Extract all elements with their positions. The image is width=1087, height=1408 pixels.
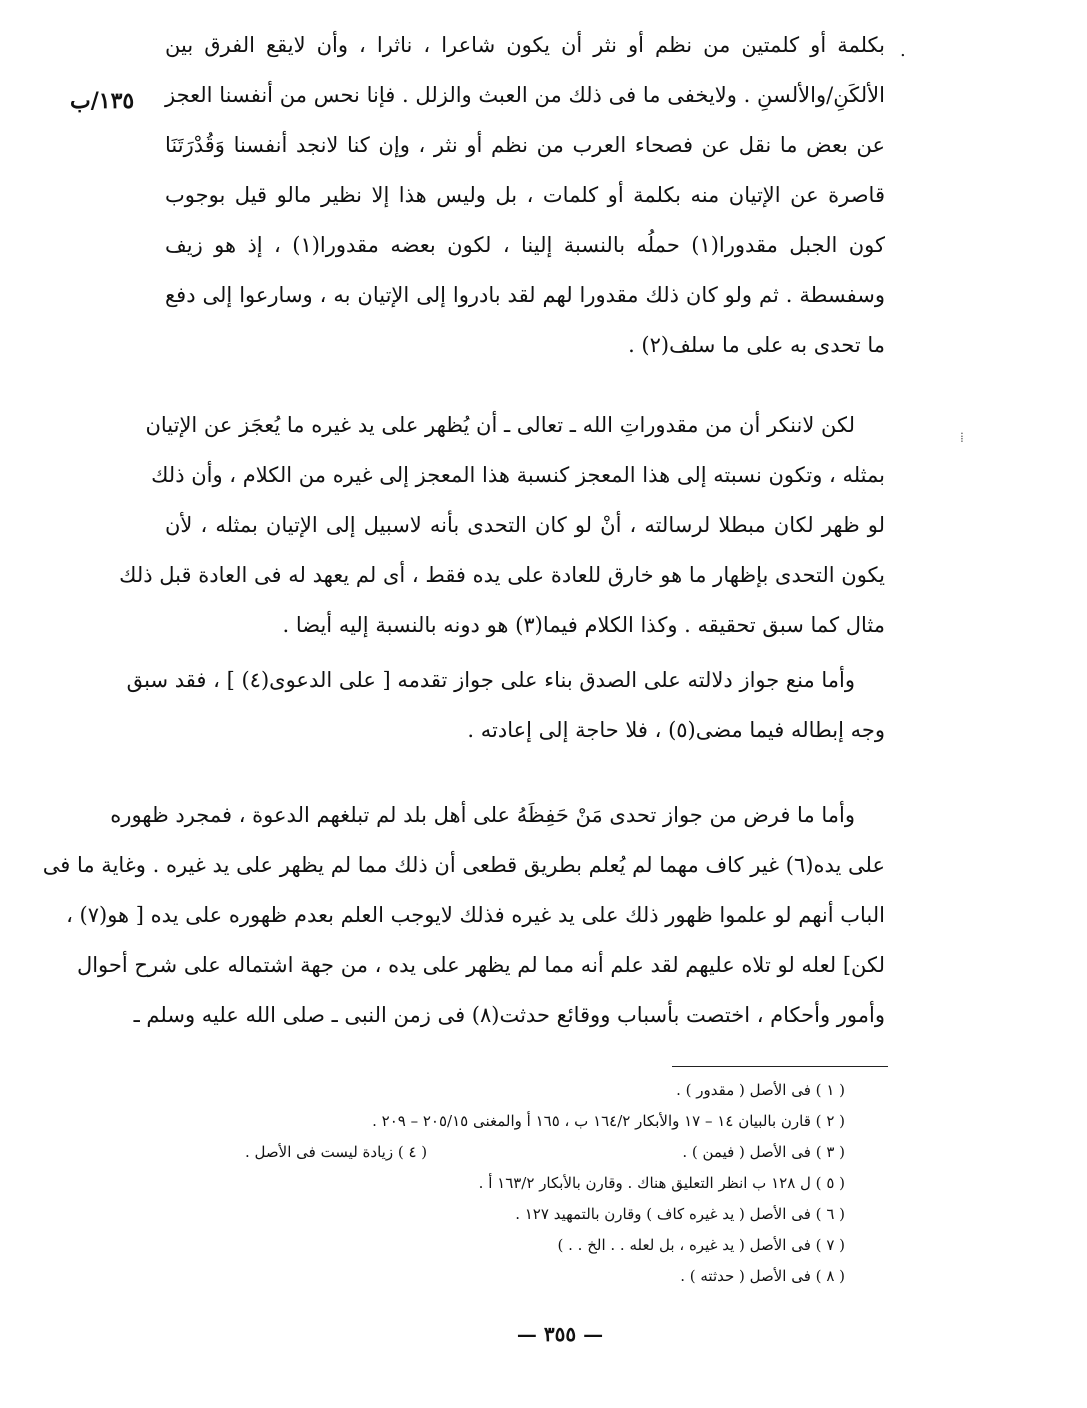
- footnotes: [165, 1075, 885, 1292]
- text-line: وأما منع جواز دلالته على الصدق بناء على جواز تقدمه [ على الدعوى(٤) ] ، فقد سبق: [126, 668, 855, 692]
- text-line: لكن] لعله لو تلاه عليهم لقد علم أنه مما لم يظهر على يده ، من جهة اشتماله على شرح أحوال: [76, 953, 885, 977]
- text-line: يكون التحدى بإظهار ما هو خارق للعادة على يده فقط ، أى لم يعهد له فى العادة قبل ذلك: [119, 563, 885, 587]
- text-line: وجه إبطاله فيما مضى(٥) ، فلا حاجة إلى إعادته .: [467, 718, 885, 742]
- text-line: بكلمة أو كلمتين من نظم أو نثر أن يكون شاعرا ، ناثرا ، وأن لايقع الفرق بين: [165, 33, 885, 57]
- footnote-separator: [672, 1066, 888, 1067]
- footnote: ( ٧ ) فى الأصل ( يد غيره ، بل لعله . . الخ . . ): [557, 1236, 845, 1254]
- footnote: ( ٦ ) فى الأصل ( يد غيره كاف ) وقارن بالتمهيد ١٢٧ .: [515, 1205, 845, 1223]
- footnote: ( ٢ ) قارن بالبيان ١٤ – ١٧ والأبكار ١٦٤/٢ ب ، ١٦٥ أ والمغنى ٢٠٥/١٥ – ٢٠٩ .: [372, 1112, 845, 1130]
- footnote: ( ٣ ) فى الأصل ( فيمن ) .: [682, 1143, 845, 1161]
- text-line: وأمور وأحكام ، اختصت بأسباب ووقائع حدثت(٨) فى زمن النبى ـ صلى الله عليه وسلم ـ: [133, 1003, 885, 1027]
- footnote: ( ٥ ) ل ١٢٨ ب انظر التعليق هناك . وقارن بالأبكار ١٦٣/٢ أ .: [478, 1174, 845, 1192]
- margin-dot: .: [900, 40, 906, 61]
- paragraph-2: [119, 400, 885, 650]
- text-line: وأما ما فرض من جواز تحدى مَنْ حَفِظَهُ على أهل بلد لم تبلغهم الدعوة ، فمجرد ظهوره: [110, 803, 855, 827]
- text-line: كون الجبل مقدورا(١) حملُه بالنسبة إلينا ، لكون بعضه مقدورا(١) ، إذ هو زيف: [165, 233, 886, 257]
- text-line: عن بعض ما نقل عن فصحاء العرب من نظم أو نثر ، وإن كنا لانجد أنفسنا وَقُدْرَتَنَا: [165, 133, 885, 157]
- paragraph-4: [42, 790, 885, 1040]
- text-line: على يده(٦) غير كاف مهما لم يُعلم بطريق قطعى أن ذلك مما لم يظهر على يد غيره . وغاية ما فى: [42, 853, 885, 877]
- text-line: قاصرة عن الإتيان منه بكلمة أو كلمات ، بل وليس هذا إلا نظير مالو قيل بوجوب: [165, 183, 885, 207]
- text-line: ما تحدى به على ما سلف(٢) .: [628, 333, 885, 357]
- text-line: وسفسطة . ثم ولو كان ذلك مقدورا لهم لقد بادروا إلى الإتيان به ، وسارعوا إلى دفع: [165, 283, 885, 307]
- folio-margin-note: ١٣٥/ب: [70, 88, 135, 114]
- footnote-row: [165, 1137, 885, 1168]
- footnote: ( ٨ ) فى الأصل ( حدثته ) .: [680, 1267, 845, 1285]
- text-line: الألكَنِ/والألسنِ . ولايخفى ما فى ذلك من العبث والزلل . فإنا نحس من أنفسنا العجز: [165, 83, 885, 107]
- text-line: لو ظهر لكان مبطلا لرسالته ، أنْ لو كان التحدى بأنه لاسبيل إلى الإتيان بمثله ، لأن: [165, 513, 885, 537]
- footnote: ( ٤ ) زيادة ليست فى الأصل .: [245, 1143, 428, 1161]
- margin-mark: ⁞: [960, 430, 964, 446]
- text-line: الباب أنهم لو علموا ظهور ذلك على يد غيره فذلك لايوجب العلم بعدم ظهوره على يده [ هو(٧) ،: [66, 903, 885, 927]
- text-line: بمثله ، وتكون نسبته إلى هذا المعجز كنسبة هذا المعجز إلى غيره من الكلام ، وأن ذلك: [151, 463, 885, 487]
- text-line: لكن لاننكر أن من مقدوراتِ الله ـ تعالى ـ أن يُظهر على يد غيره ما يُعجَز عن الإتيان: [145, 413, 855, 437]
- paragraph-1: [165, 20, 885, 370]
- page-number: — ٣٥٥ —: [516, 1322, 604, 1346]
- paragraph-3: [126, 655, 885, 755]
- footnote: ( ١ ) فى الأصل ( مقدور ) .: [676, 1081, 845, 1099]
- text-line: مثال كما سبق تحقيقه . وكذا الكلام فيما(٣) هو دونه بالنسبة إليه أيضا .: [282, 613, 885, 637]
